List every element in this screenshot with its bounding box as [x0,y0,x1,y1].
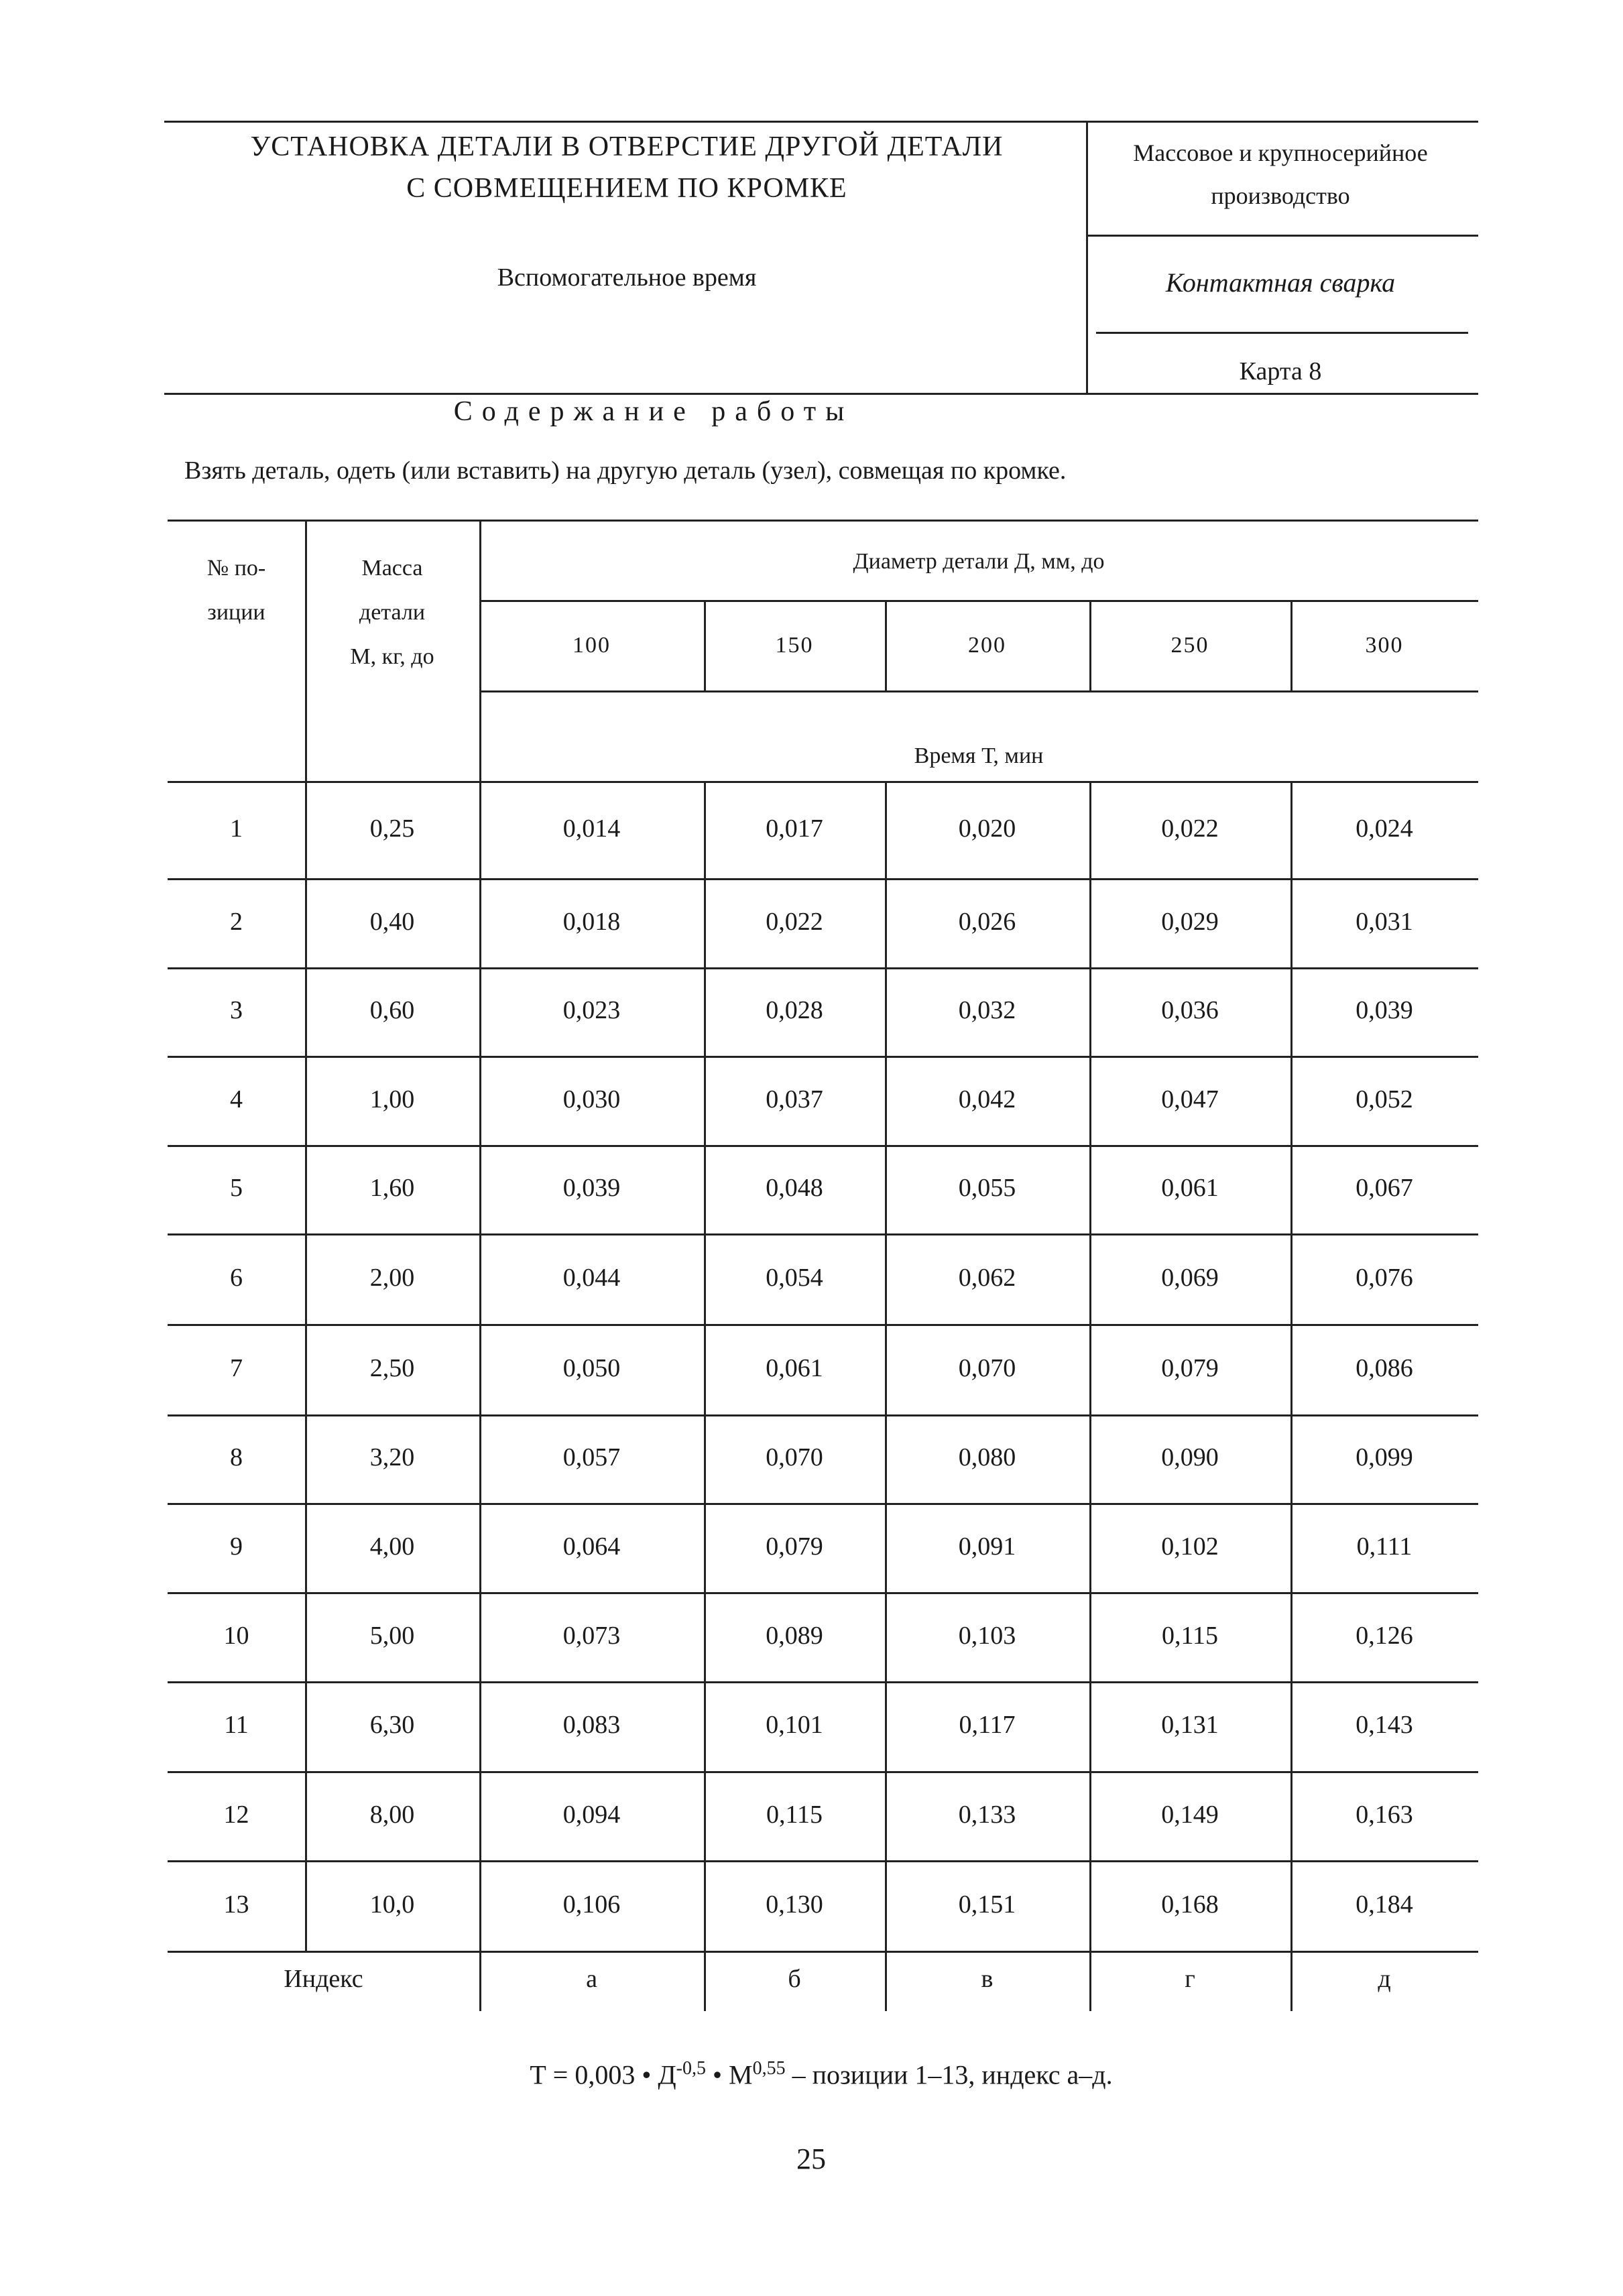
mass-cell: 0,40 [369,907,415,936]
time-cell: 0,073 [562,1621,621,1650]
time-cell: 0,039 [1356,996,1413,1024]
mass-cell: 1,60 [369,1174,415,1202]
production-line-2: производство [1211,182,1350,209]
time-cell: 0,050 [562,1353,621,1382]
time-cell: 0,054 [766,1263,823,1292]
time-cell: 0,048 [766,1174,823,1202]
position-cell: 6 [230,1263,243,1292]
position-cell: 5 [230,1174,243,1202]
welding-rule [1096,332,1468,334]
time-cell: 0,094 [562,1800,621,1829]
time-cell: 0,020 [958,814,1016,843]
time-cell: 0,023 [562,996,621,1024]
diameter-header: Диаметр детали Д, мм, до [853,549,1105,574]
header-bottom-rule [164,393,1478,395]
table-row-rule [168,1414,1478,1416]
formula-mid: • М [705,2059,753,2090]
time-cell: 0,117 [959,1711,1016,1739]
time-cell: 0,106 [562,1890,621,1919]
production-rule [1086,235,1478,237]
card-number: Карта 8 [1239,357,1322,385]
mass-cell: 1,00 [369,1085,415,1113]
time-cell: 0,042 [958,1085,1016,1113]
production-type [1089,131,1471,217]
content-title: Содержание работы [453,396,854,427]
time-cell: 0,131 [1161,1711,1219,1739]
time-cell: 0,036 [1161,996,1219,1024]
index-value: в [981,1965,994,1993]
position-header-l2: зиции [207,600,265,625]
welding-type: Контактная сварка [1165,267,1396,298]
time-cell: 0,103 [958,1621,1016,1650]
diameter-value: 150 [775,633,814,658]
time-cell: 0,062 [958,1263,1016,1292]
position-cell: 4 [230,1085,243,1113]
formula-rest: – позиции 1–13, индекс а–д. [785,2059,1113,2090]
time-cell: 0,126 [1356,1621,1413,1650]
index-value: д [1378,1965,1391,1993]
time-cell: 0,079 [1161,1353,1219,1382]
time-cell: 0,115 [1161,1621,1219,1650]
mass-cell: 6,30 [369,1711,415,1739]
time-cell: 0,130 [766,1890,823,1919]
mass-header-l1: Масса [361,556,423,581]
time-header: Время Т, мин [914,743,1044,768]
production-line-1: Массовое и крупносерийное [1133,139,1428,166]
mass-cell: 0,60 [369,996,415,1024]
table-row-rule [168,1503,1478,1505]
formula-exp-2: 0,55 [752,2058,786,2079]
mass-cell: 8,00 [369,1800,415,1829]
time-cell: 0,022 [766,907,823,936]
time-cell: 0,089 [766,1621,823,1650]
document-title [168,126,1086,209]
formula [168,2058,1475,2090]
index-value: б [788,1965,801,1993]
table-row-rule [168,1860,1478,1862]
time-cell: 0,026 [958,907,1016,936]
table-row-rule [168,1951,1478,1953]
time-cell: 0,067 [1356,1174,1413,1202]
mass-cell: 0,25 [369,814,415,843]
time-cell: 0,083 [562,1711,621,1739]
index-label: Индекс [284,1965,363,1993]
time-cell: 0,069 [1161,1263,1219,1292]
position-header-l1: № по- [206,556,266,581]
index-value: г [1185,1965,1195,1993]
time-cell: 0,032 [958,996,1016,1024]
mass-cell: 4,00 [369,1532,415,1561]
time-cell: 0,030 [562,1085,621,1113]
header-divider [1086,121,1088,394]
time-cell: 0,168 [1161,1890,1219,1919]
time-cell: 0,080 [958,1443,1016,1471]
mass-cell: 2,00 [369,1263,415,1292]
time-cell: 0,029 [1161,907,1219,936]
time-cell: 0,039 [562,1174,621,1202]
time-cell: 0,133 [958,1800,1016,1829]
table-row-rule [168,1145,1478,1147]
time-cell: 0,055 [958,1174,1016,1202]
page-number: 25 [796,2142,826,2175]
time-cell: 0,022 [1161,814,1219,843]
table-row-rule [168,878,1478,880]
index-value: а [586,1965,597,1993]
title-line-2: С СОВМЕЩЕНИЕМ ПО КРОМКЕ [406,173,847,204]
time-cell: 0,057 [562,1443,621,1471]
time-cell: 0,091 [958,1532,1016,1561]
diameter-value: 200 [968,633,1006,658]
time-cell: 0,111 [1356,1532,1412,1561]
time-cell: 0,047 [1161,1085,1219,1113]
diameter-values-rule [479,690,1478,692]
table-row-rule [168,1681,1478,1683]
header-top-rule [164,121,1478,123]
diameter-value: 100 [573,633,611,658]
time-cell: 0,151 [958,1890,1016,1919]
time-cell: 0,024 [1356,814,1413,843]
time-cell: 0,163 [1356,1800,1413,1829]
formula-lhs: Т = 0,003 • Д [530,2059,676,2090]
time-cell: 0,070 [766,1443,823,1471]
position-cell: 12 [223,1800,249,1829]
position-cell: 11 [224,1711,249,1739]
time-cell: 0,184 [1356,1890,1413,1919]
mass-header-l2: детали [359,600,426,625]
position-cell: 13 [223,1890,249,1919]
time-cell: 0,076 [1356,1263,1413,1292]
table-row-rule [168,1592,1478,1594]
time-cell: 0,031 [1356,907,1413,936]
position-cell: 2 [230,907,243,936]
diameter-value: 250 [1170,633,1209,658]
time-cell: 0,017 [766,814,823,843]
time-cell: 0,037 [766,1085,823,1113]
table-row-rule [168,967,1478,969]
mass-cell: 5,00 [369,1621,415,1650]
time-cell: 0,090 [1161,1443,1219,1471]
formula-exp-1: -0,5 [676,2058,706,2079]
time-cell: 0,028 [766,996,823,1024]
time-cell: 0,143 [1356,1711,1413,1739]
table-row-rule [168,1324,1478,1326]
time-cell: 0,101 [766,1711,823,1739]
title-line-1: УСТАНОВКА ДЕТАЛИ В ОТВЕРСТИЕ ДРУГОЙ ДЕТАЛИ [250,131,1004,162]
time-cell: 0,044 [562,1263,621,1292]
time-cell: 0,149 [1161,1800,1219,1829]
time-cell: 0,070 [958,1353,1016,1382]
time-cell: 0,061 [766,1353,823,1382]
table-row-rule [168,1056,1478,1058]
time-cell: 0,052 [1356,1085,1413,1113]
table-row-rule [168,1233,1478,1235]
time-cell: 0,014 [562,814,621,843]
diameter-rule [479,600,1478,602]
content-text: Взять деталь, одеть (или вставить) на другую деталь (узел), совмещая по кромке. [184,457,1067,485]
diameter-value: 300 [1365,633,1404,658]
time-cell: 0,102 [1161,1532,1219,1561]
document-subtitle: Вспомогательное время [497,263,757,292]
time-cell: 0,099 [1356,1443,1413,1471]
position-cell: 9 [230,1532,243,1561]
mass-cell: 10,0 [369,1890,415,1919]
time-cell: 0,064 [562,1532,621,1561]
time-cell: 0,079 [766,1532,823,1561]
position-cell: 3 [230,996,243,1024]
table-row-rule [168,781,1478,783]
time-cell: 0,086 [1356,1353,1413,1382]
time-cell: 0,115 [766,1800,823,1829]
mass-cell: 2,50 [369,1353,415,1382]
mass-cell: 3,20 [369,1443,415,1471]
table-top-rule [168,520,1478,522]
position-cell: 7 [230,1353,243,1382]
table-row-rule [168,1771,1478,1773]
position-cell: 10 [223,1621,249,1650]
time-cell: 0,018 [562,907,621,936]
position-cell: 1 [230,814,243,843]
mass-header-l3: М, кг, до [350,644,434,669]
position-cell: 8 [230,1443,243,1471]
time-cell: 0,061 [1161,1174,1219,1202]
